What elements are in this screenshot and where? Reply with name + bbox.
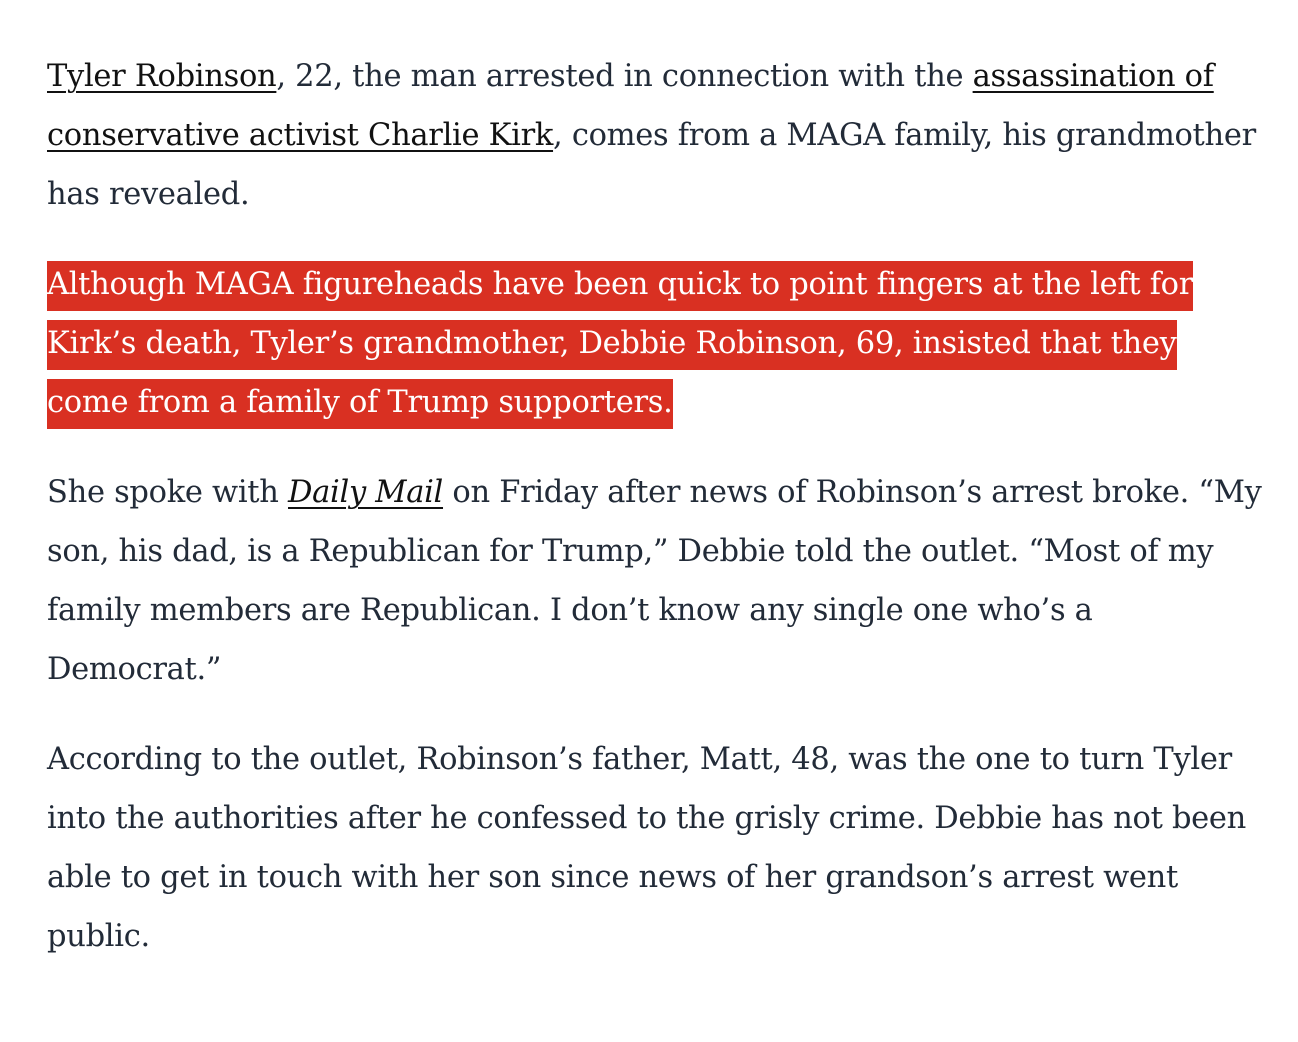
paragraph-3-text-a: She spoke with bbox=[47, 475, 289, 510]
link-tyler-robinson[interactable]: Tyler Robinson bbox=[47, 59, 277, 94]
link-daily-mail[interactable]: Daily Mail bbox=[288, 475, 444, 510]
highlighted-quote: Although MAGA figureheads have been quick to point fingers at the left for Kirk’s death, Tyler’s grandmother, Debbie Robinson, 69, insisted that they come from a family of Trump supporters. bbox=[47, 261, 1193, 429]
paragraph-1 bbox=[47, 47, 1267, 224]
link-assassination-article[interactable]: assassination of conservative activist Charlie Kirk bbox=[47, 59, 1214, 153]
paragraph-3 bbox=[47, 463, 1267, 699]
paragraph-2 bbox=[47, 255, 1267, 432]
paragraph-1-text-b: , comes from a MAGA family, his grandmother has revealed. bbox=[47, 118, 1256, 212]
article-body bbox=[47, 47, 1267, 966]
paragraph-4-text: According to the outlet, Robinson’s father, Matt, 48, was the one to turn Tyler into the authorities after he confessed to the grisly crime. Debbie has not been able to get in touch with her son since news of her grandson’s arrest went public. bbox=[47, 742, 1247, 954]
paragraph-4 bbox=[47, 730, 1267, 966]
paragraph-3-text-b: on Friday after news of Robinson’s arrest broke. “My son, his dad, is a Republican for Trump,” Debbie told the outlet. “Most of my family members are Republican. I don’t know any single one who’s a Democrat.” bbox=[47, 475, 1262, 687]
paragraph-1-text-a: , 22, the man arrested in connection with the bbox=[276, 59, 973, 94]
